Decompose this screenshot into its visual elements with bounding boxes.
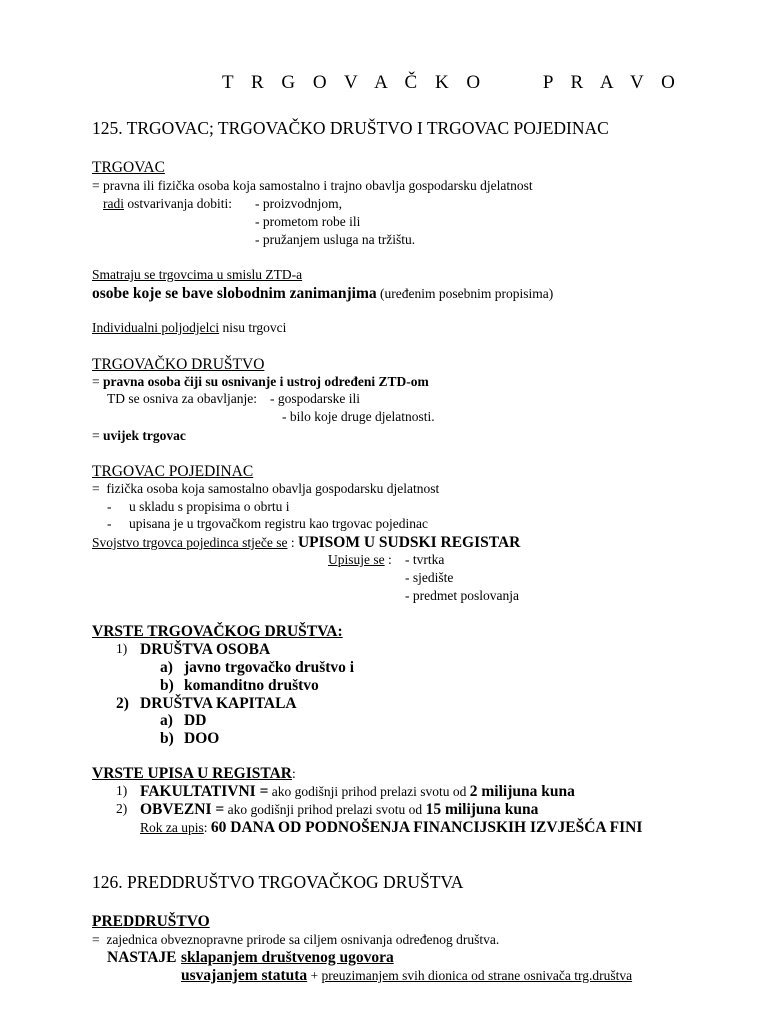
trgovac-item: - proizvodnjom, xyxy=(255,196,342,211)
trgovac-item: - pružanjem usluga na tržištu. xyxy=(255,232,416,247)
upisuje-item: - predmet poslovanja xyxy=(405,588,519,603)
list-number: 2) xyxy=(116,801,128,816)
drustva-osoba-item: javno trgovačko društvo i xyxy=(184,659,355,676)
td-definition xyxy=(92,375,429,389)
upisuje-item: - tvrtka xyxy=(405,552,445,567)
vrste-upisa-label xyxy=(92,766,296,782)
rok-za-upis-line xyxy=(140,820,642,836)
nastaje-label: NASTAJE xyxy=(107,949,177,966)
plus-sign: + xyxy=(307,968,322,983)
fakultativni-amount: 2 milijuna kuna xyxy=(469,783,575,800)
drustva-kapitala: DRUŠTVA KAPITALA xyxy=(140,695,297,712)
list-letter: a) xyxy=(160,712,173,729)
trgovac-purpose-line xyxy=(103,197,232,211)
tp-dash-item: upisana je u trgovačkom registru kao trgovac pojedinac xyxy=(129,516,429,531)
uvijek-trgovac-bold: uvijek trgovac xyxy=(99,428,186,443)
poljodjelci-line xyxy=(92,321,286,335)
upisuje-line xyxy=(328,553,395,567)
section-126-heading: 126. PREDDRUŠTVO TRGOVAČKOG DRUŠTVA xyxy=(92,872,464,892)
list-letter: b) xyxy=(160,730,174,747)
list-letter: a) xyxy=(160,659,173,676)
slobodna-zanimanja-line xyxy=(92,286,553,302)
preuzimanjem-text: preuzimanjem svih dionica od strane osnivača trg.društva xyxy=(321,968,633,983)
obvezni-rest: ako godišnji prihod prelazi svotu od xyxy=(224,802,426,817)
vrste-upisa-text: VRSTE UPISA U REGISTAR xyxy=(92,765,292,782)
colon: : xyxy=(203,820,211,835)
td-osniva-line: TD se osniva za obavljanje: xyxy=(107,391,257,406)
radi-word: radi xyxy=(103,196,124,211)
document-title: T R G O V A Č K O P R A V O xyxy=(222,72,682,93)
osobe-rest: (uređenim posebnim propisima) xyxy=(376,286,554,301)
upisuje-item: - sjedište xyxy=(405,570,454,585)
td-uvijek-trgovac xyxy=(92,429,186,443)
drustva-osoba-item: komanditno društvo xyxy=(184,677,319,694)
preddrustvo-label: PREDDRUŠTVO xyxy=(92,913,210,930)
fakultativni-bold: FAKULTATIVNI = xyxy=(140,783,269,800)
drustva-osoba: DRUŠTVA OSOBA xyxy=(140,641,271,658)
trgovac-item: - prometom robe ili xyxy=(255,214,361,229)
rok-text: Rok za upis xyxy=(140,820,204,835)
td-item: - bilo koje druge djelatnosti. xyxy=(282,409,435,424)
upisom-bold: UPISOM U SUDSKI REGISTAR xyxy=(297,534,521,551)
purpose-text: ostvarivanja dobiti: xyxy=(124,196,232,211)
fakultativni-rest: ako godišnji prihod prelazi svotu od xyxy=(268,784,470,799)
colon: : xyxy=(384,552,396,567)
preddrustvo-definition: = zajednica obveznopravne prirode sa ciljem osnivanja određenog društva. xyxy=(92,932,500,947)
drustva-kapitala-item: DD xyxy=(184,712,207,729)
osobe-bold: osobe koje se bave slobodnim zanimanjima xyxy=(92,285,377,302)
trgovac-label: TRGOVAC xyxy=(92,159,165,176)
list-letter: b) xyxy=(160,677,174,694)
list-number: 1) xyxy=(116,783,128,798)
equals-sign: = xyxy=(92,374,100,389)
td-label: TRGOVAČKO DRUŠTVO xyxy=(92,356,265,373)
smatraju-line: Smatraju se trgovcima u smislu ZTD-a xyxy=(92,267,303,282)
obvezni-amount: 15 milijuna kuna xyxy=(425,801,539,818)
list-number: 2) xyxy=(116,695,129,712)
poljodjelci-underlined: Individualni poljodjelci xyxy=(92,320,220,335)
equals-sign: = xyxy=(92,428,100,443)
rok-bold: 60 DANA OD PODNOŠENJA FINANCIJSKIH IZVJEŠĆA FINI xyxy=(210,819,643,836)
td-item: - gospodarske ili xyxy=(270,391,360,406)
dash-bullet: - xyxy=(107,516,112,531)
vrste-drustva-label: VRSTE TRGOVAČKOG DRUŠTVA: xyxy=(92,623,343,640)
list-number: 1) xyxy=(116,641,128,656)
tp-dash-item: u skladu s propisima o obrtu i xyxy=(129,499,290,514)
svojstvo-line xyxy=(92,535,520,551)
sklapanjem-text: sklapanjem društvenog ugovora xyxy=(181,949,394,966)
obvezni-line xyxy=(140,802,538,818)
tp-definition: = fizička osoba koja samostalno obavlja gospodarsku djelatnost xyxy=(92,481,440,496)
colon: : xyxy=(291,766,296,781)
poljodjelci-rest: nisu trgovci xyxy=(219,320,287,335)
usvajanjem-bold: usvajanjem statuta xyxy=(181,967,308,984)
obvezni-bold: OBVEZNI = xyxy=(140,801,225,818)
trgovac-definition: = pravna ili fizička osoba koja samostalno i trajno obavlja gospodarsku djelatnost xyxy=(92,178,533,193)
svojstvo-text: Svojstvo trgovca pojedinca stječe se xyxy=(92,535,288,550)
colon: : xyxy=(287,535,298,550)
section-125-heading: 125. TRGOVAC; TRGOVAČKO DRUŠTVO I TRGOVAC POJEDINAC xyxy=(92,118,609,138)
td-definition-bold: pravna osoba čiji su osnivanje i ustroj određeni ZTD-om xyxy=(99,374,429,389)
tp-label: TRGOVAC POJEDINAC xyxy=(92,463,254,480)
fakultativni-line xyxy=(140,784,575,800)
dash-bullet: - xyxy=(107,499,112,514)
upisuje-text: Upisuje se xyxy=(328,552,385,567)
drustva-kapitala-item: DOO xyxy=(184,730,220,747)
usvajanjem-line xyxy=(181,968,632,984)
